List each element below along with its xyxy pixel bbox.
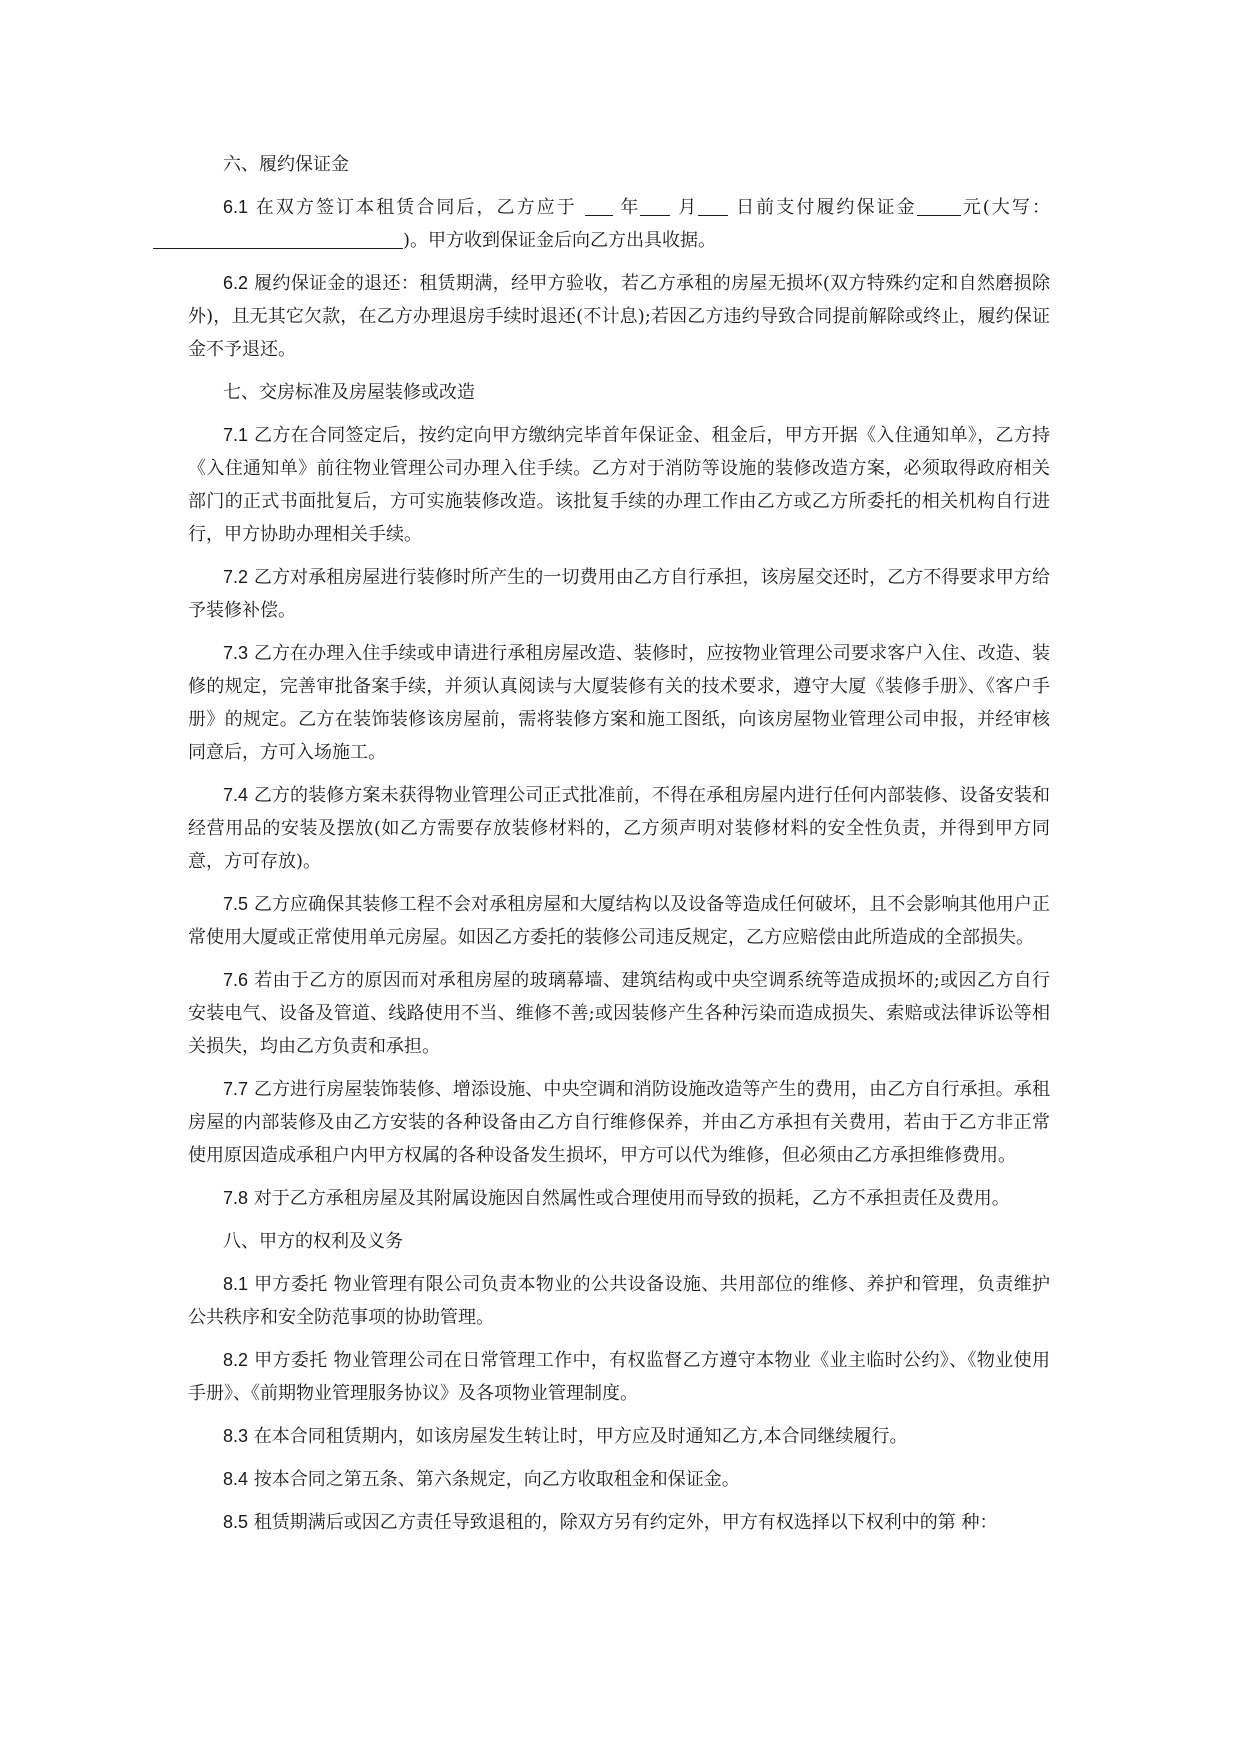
section-8-heading: 八、甲方的权利及义务 [223, 1231, 403, 1252]
clause-number: 7.2 [223, 567, 249, 587]
clause-text: 租赁期满后或因乙方责任导致退租的，除双方另有约定外，甲方有权选择以下权利中的第 种： [248, 1512, 998, 1533]
clause-text: 乙方在合同签定后，按约定向甲方缴纳完毕首年保证金、租金后，甲方开据《入住通知单》，乙方持《入住通知单》前往物业管理公司办理入住手续。乙方对于消防等设施的装修改造方案，必须取得政府相关部门的正式书面批复后，方可实施装修改造。该批复手续的办理工作由乙方或乙方所委托的相关机构自行进行，甲方协助办理相关手续。 [188, 425, 1050, 545]
clause-text: 在本合同租赁期内，如该房屋发生转让时，甲方应及时通知乙方,本合同继续履行。 [248, 1426, 908, 1447]
clause-text: 履约保证金的退还：租赁期满，经甲方验收，若乙方承租的房屋无损坏(双方特殊约定和自然磨损除外)，且无其它欠款，在乙方办理退房手续时退还(不计息);若因乙方违约导致合同提前解除或终止，履约保证金不予退还。 [188, 273, 1050, 360]
clause-7-1 [188, 419, 1050, 551]
clause-7-6 [188, 964, 1050, 1063]
clause-7-4 [188, 779, 1050, 878]
clause-text: 对于乙方承租房屋及其附属设施因自然属性或合理使用而导致的损耗，乙方不承担责任及费用。 [248, 1188, 1010, 1209]
clause-7-5 [188, 888, 1050, 954]
clause-number: 8.4 [223, 1469, 249, 1489]
clause-8-4 [188, 1463, 1050, 1496]
clause-text: 甲方委托 物业管理有限公司负责本物业的公共设备设施、共用部位的维修、养护和管理，负责维护公共秩序和安全防范事项的协助管理。 [188, 1274, 1050, 1328]
clause-text: 乙方的装修方案未获得物业管理公司正式批准前，不得在承租房屋内进行任何内部装修、设备安装和经营用品的安装及摆放(如乙方需要存放装修材料的，乙方须声明对装修材料的安全性负责，并得到甲方同意，方可存放)。 [188, 785, 1050, 872]
clause-text: 若由于乙方的原因而对承租房屋的玻璃幕墙、建筑结构或中央空调系统等造成损坏的;或因乙方自行安装电气、设备及管道、线路使用不当、维修不善;或因装修产生各种污染而造成损失、索赔或法律诉讼等相关损失，均由乙方负责和承担。 [188, 970, 1050, 1057]
clause-6-2 [188, 267, 1050, 366]
clause-text: 乙方对承租房屋进行装修时所产生的一切费用由乙方自行承担，该房屋交还时，乙方不得要求甲方给予装修补偿。 [188, 567, 1050, 621]
clause-number: 8.2 [223, 1350, 249, 1370]
blank-day [698, 195, 728, 216]
clause-text: 按本合同之第五条、第六条规定，向乙方收取租金和保证金。 [248, 1469, 740, 1490]
clause-8-1 [188, 1268, 1050, 1334]
clause-number: 7.7 [223, 1079, 249, 1099]
clause-7-7 [188, 1073, 1050, 1172]
blank-amount [917, 195, 961, 216]
clause-text: 在双方签订本租赁合同后，乙方应于 [248, 197, 585, 218]
blank-month [640, 195, 670, 216]
clause-7-2 [188, 561, 1050, 627]
clause-8-2 [188, 1344, 1050, 1410]
clause-8-3 [188, 1420, 1050, 1453]
clause-number: 8.1 [223, 1274, 249, 1294]
clause-text: 甲方委托 物业管理公司在日常管理工作中，有权监督乙方遵守本物业《业主临时公约》、《物业使用手册》、《前期物业管理服务协议》及各项物业管理制度。 [188, 1350, 1050, 1404]
clause-number: 7.8 [223, 1188, 249, 1208]
clause-number: 7.4 [223, 785, 249, 805]
clause-number: 7.5 [223, 894, 249, 914]
clause-text: 乙方进行房屋装饰装修、增添设施、中央空调和消防设施改造等产生的费用，由乙方自行承担。承租房屋的内部装修及由乙方安装的各种设备由乙方自行维修保养，并由乙方承担有关费用，若由于乙方非正常使用原因造成承租户内甲方权属的各种设备发生损坏，甲方可以代为维修，但必须由乙方承担维修费用。 [188, 1079, 1050, 1166]
clause-text: 乙方应确保其装修工程不会对承租房屋和大厦结构以及设备等造成任何破坏，且不会影响其他用户正常使用大厦或正常使用单元房屋。如因乙方委托的装修公司违反规定，乙方应赔偿由此所造成的全部损失。 [188, 894, 1050, 948]
blank-year [585, 195, 613, 216]
clause-7-3 [188, 637, 1050, 769]
section-6-heading: 六、履约保证金 [223, 154, 349, 175]
clause-6-1: 6.1 在双方签订本租赁合同后，乙方应于 年 月 日前支付履约保证金 元(大写：)。甲方收到保证金后向乙方出具收据。 [188, 191, 1050, 257]
clause-7-8 [188, 1182, 1050, 1215]
clause-number: 6.1 [223, 197, 249, 217]
clause-number: 8.3 [223, 1426, 249, 1446]
blank-amount-words [153, 228, 403, 249]
clause-number: 7.3 [223, 643, 249, 663]
clause-number: 7.6 [223, 970, 249, 990]
section-7-heading: 七、交房标准及房屋装修或改造 [223, 382, 475, 403]
clause-number: 7.1 [223, 425, 249, 445]
clause-8-5 [188, 1506, 1050, 1539]
document-page [188, 148, 1050, 1549]
clause-text: 乙方在办理入住手续或申请进行承租房屋改造、装修时，应按物业管理公司要求客户入住、改造、装修的规定，完善审批备案手续，并须认真阅读与大厦装修有关的技术要求，遵守大厦《装修手册》、《客户手册》的规定。乙方在装饰装修该房屋前，需将装修方案和施工图纸，向该房屋物业管理公司申报，并经审核同意后，方可入场施工。 [188, 643, 1050, 763]
clause-number: 8.5 [223, 1512, 249, 1532]
clause-number: 6.2 [223, 273, 249, 293]
